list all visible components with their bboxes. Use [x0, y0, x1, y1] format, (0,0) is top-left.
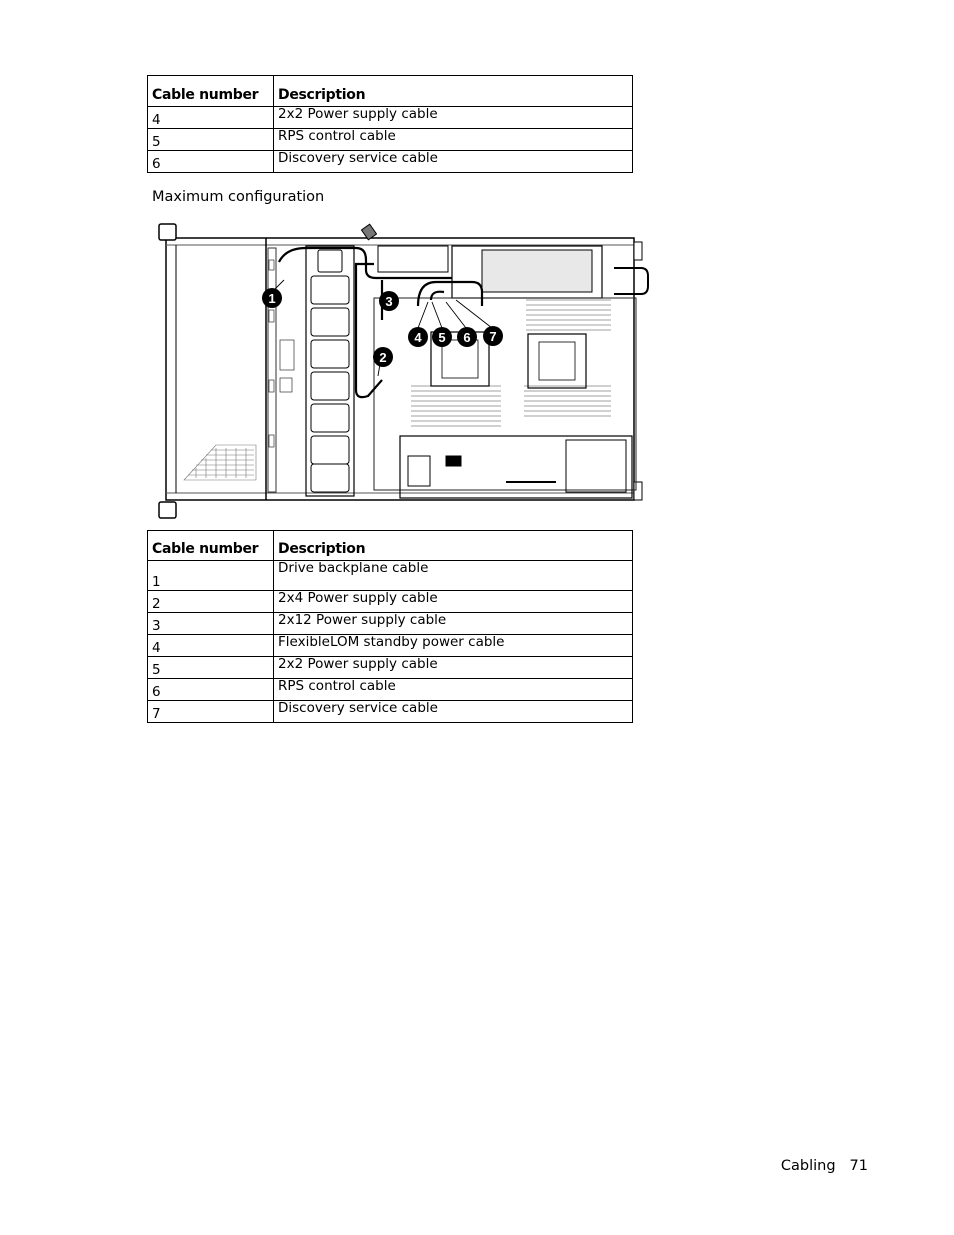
table-row: [148, 107, 633, 129]
cable-number-cell: 5: [148, 657, 274, 679]
description-cell: Discovery service cable: [274, 151, 633, 173]
footer-section: Cabling: [780, 1158, 836, 1174]
cable-number-cell: 3: [148, 613, 274, 635]
cable-number-cell: 4: [148, 107, 274, 129]
header-description: Description: [274, 531, 633, 561]
description-cell: FlexibleLOM standby power cable: [274, 635, 633, 657]
header-cable-number: Cable number: [148, 76, 274, 107]
callout-1: 1: [268, 291, 276, 306]
description-cell: Drive backplane cable: [274, 561, 633, 591]
callout-5: 5: [438, 330, 446, 345]
description-cell: 2x12 Power supply cable: [274, 613, 633, 635]
table-row: [148, 151, 633, 173]
description-cell: 2x2 Power supply cable: [274, 107, 633, 129]
callout-3: 3: [385, 294, 393, 309]
callout-6: 6: [463, 330, 471, 345]
cable-number-cell: 6: [148, 679, 274, 701]
callout-markers: [262, 288, 503, 367]
callout-4: 4: [414, 330, 422, 345]
table-row: [148, 657, 633, 679]
cable-table-maximum: [147, 530, 633, 723]
server-cabling-diagram: [156, 220, 656, 522]
table-row: [148, 561, 633, 591]
description-cell: RPS control cable: [274, 129, 633, 151]
cable-table-partial: [147, 75, 633, 173]
cable-number-cell: 5: [148, 129, 274, 151]
table-row: [148, 129, 633, 151]
cable-number-cell: 2: [148, 591, 274, 613]
table-row: [148, 591, 633, 613]
figure-caption: Maximum configuration: [152, 189, 325, 205]
description-cell: 2x2 Power supply cable: [274, 657, 633, 679]
footer-page-number: 71: [849, 1158, 868, 1174]
description-cell: Discovery service cable: [274, 701, 633, 723]
cable-number-cell: 7: [148, 701, 274, 723]
header-description: Description: [274, 76, 633, 107]
table-header-row: [148, 531, 633, 561]
table-header-row: [148, 76, 633, 107]
header-cable-number: Cable number: [148, 531, 274, 561]
cable-number-cell: 6: [148, 151, 274, 173]
callout-7: 7: [489, 329, 497, 344]
table-row: [148, 701, 633, 723]
cable-number-cell: 4: [148, 635, 274, 657]
description-cell: 2x4 Power supply cable: [274, 591, 633, 613]
page-footer: [781, 1158, 868, 1174]
description-cell: RPS control cable: [274, 679, 633, 701]
cable-number-cell: 1: [148, 561, 274, 591]
table-row: [148, 635, 633, 657]
table-row: [148, 679, 633, 701]
callout-2: 2: [379, 350, 387, 365]
table-row: [148, 613, 633, 635]
